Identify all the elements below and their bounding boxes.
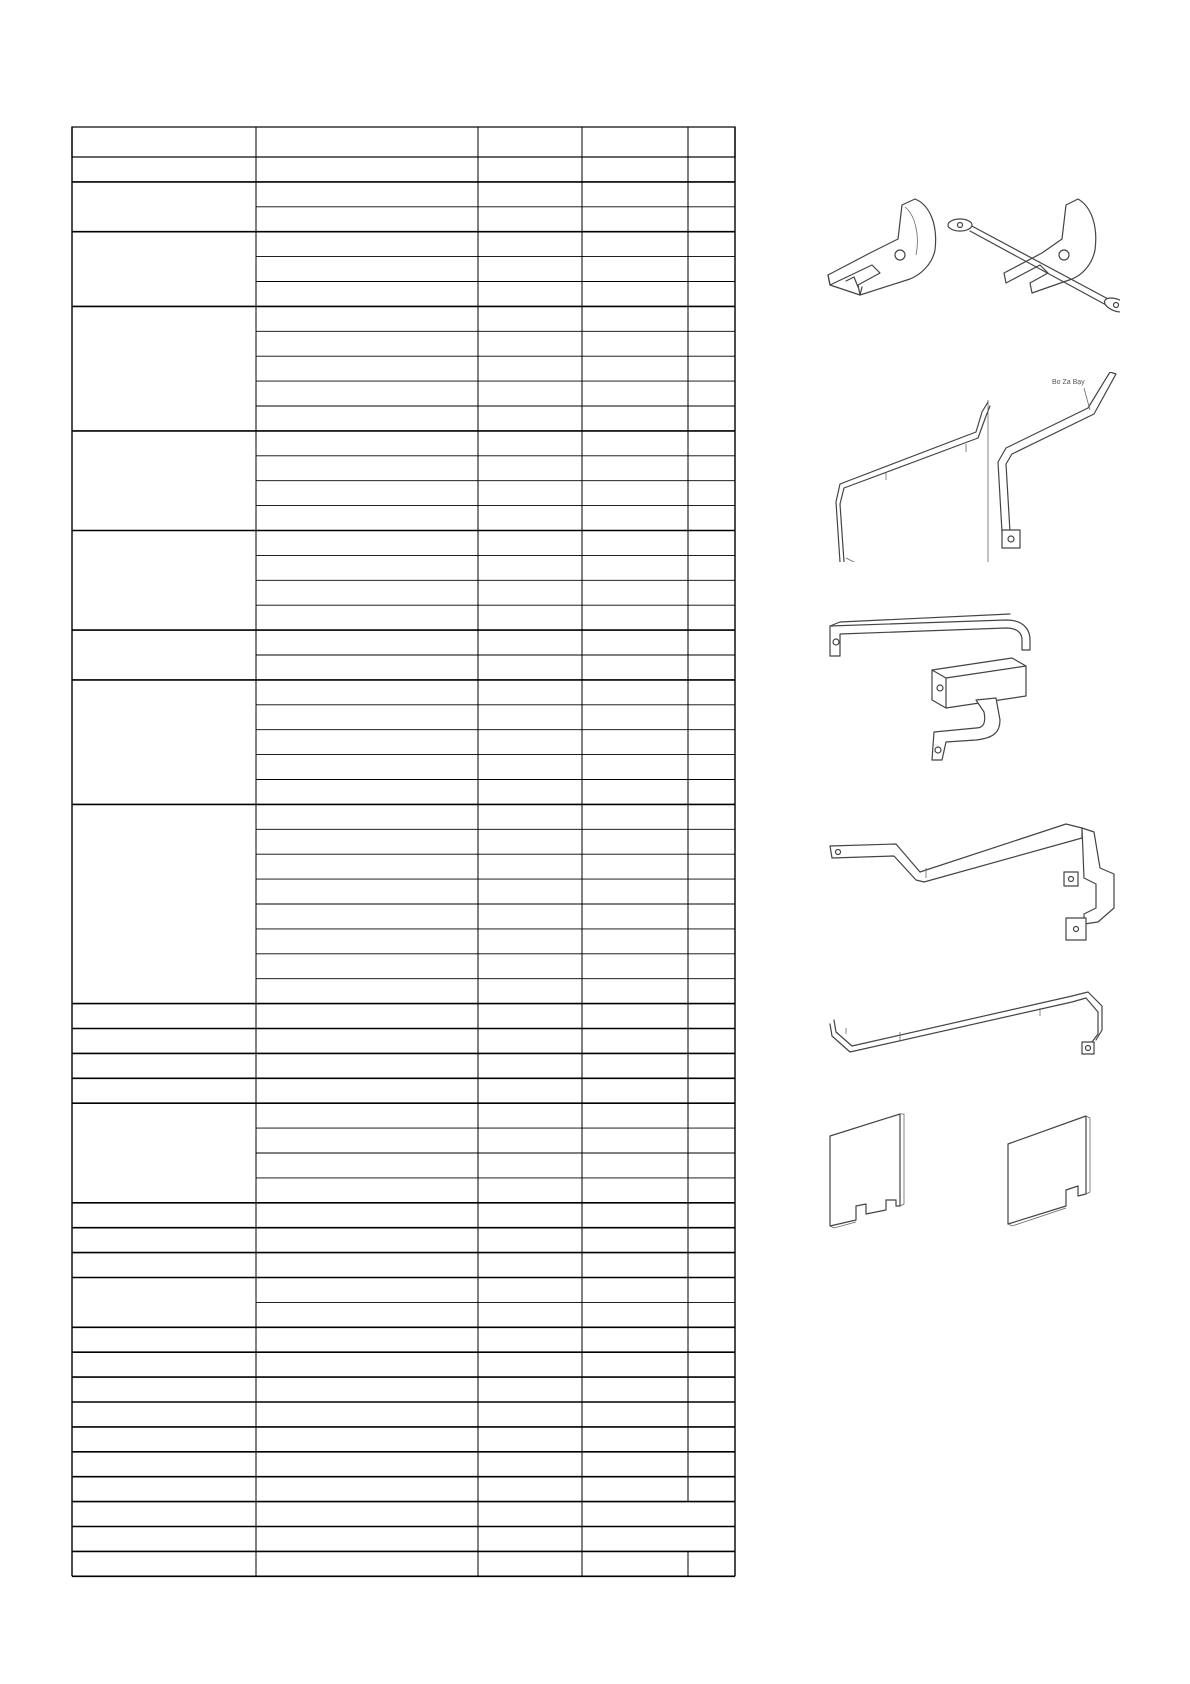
insulating-plate-left-part bbox=[830, 1114, 904, 1228]
bent-busbar-block-drawing bbox=[826, 600, 1046, 770]
table-header-row bbox=[72, 127, 735, 157]
busbar-right-part bbox=[998, 372, 1116, 548]
busbar-label: Bo Za Bạy bbox=[1052, 379, 1085, 386]
contact-finger-part bbox=[828, 199, 936, 295]
long-flat-busbar-drawing bbox=[826, 990, 1126, 1080]
contact-fingers-drawing bbox=[820, 195, 1120, 325]
thin-busbar-drawing bbox=[826, 372, 1146, 562]
contact-finger-with-braid-part bbox=[948, 199, 1120, 315]
insulating-plates-drawing bbox=[826, 1110, 1106, 1240]
long-offset-busbar-drawing bbox=[826, 808, 1126, 958]
insulating-plate-right-part bbox=[1008, 1116, 1090, 1226]
busbar-left-part bbox=[836, 402, 990, 562]
